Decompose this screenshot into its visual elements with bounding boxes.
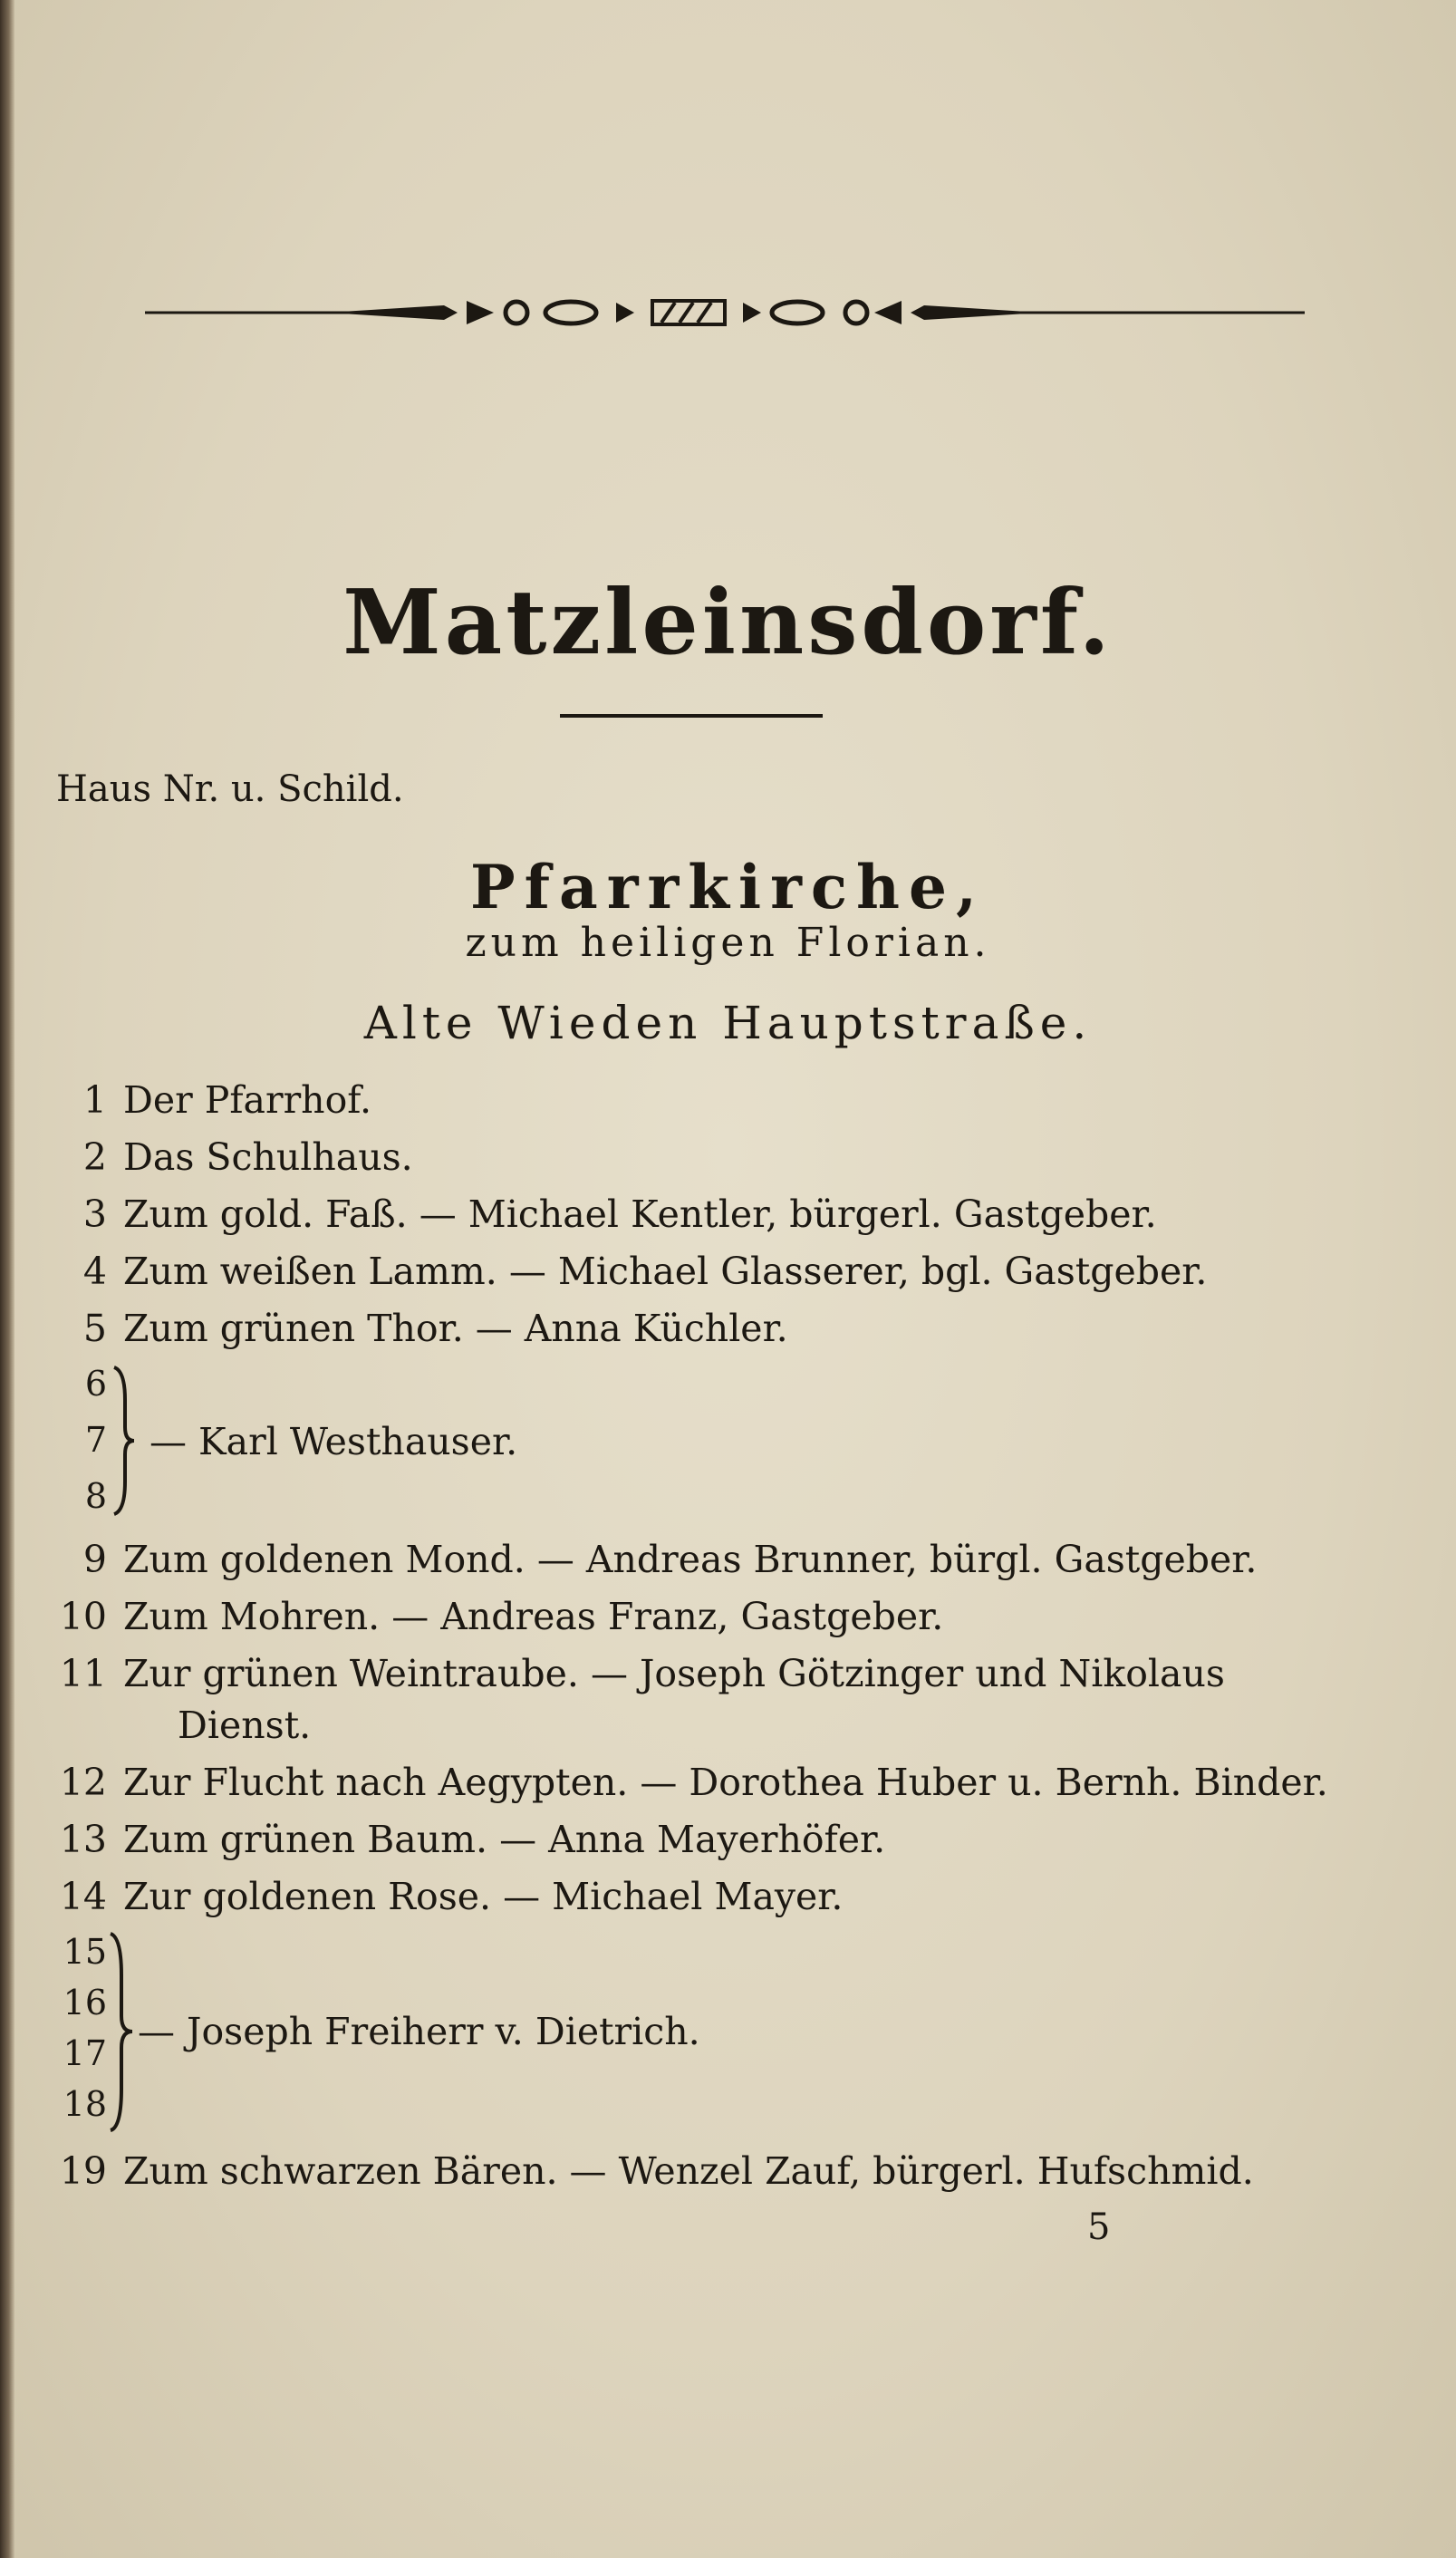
house-number: 14 [59,1875,107,1918]
decorative-ornament [145,281,1305,344]
house-text: Zum goldenen Mond. — Andreas Brunner, bürgl. Gastgeber. [123,1538,1258,1581]
house-number: 6 [84,1364,107,1404]
group-text: — Karl Westhauser. [149,1420,518,1463]
house-text: Zum schwarzen Bären. — Wenzel Zauf, bürgerl. Hufschmid. [123,2149,1254,2193]
house-text: Zum grünen Baum. — Anna Mayerhöfer. [123,1818,886,1861]
page-title: Matzleinsdorf. [342,571,1114,675]
house-number: 4 [82,1250,107,1293]
house-number: 2 [82,1135,107,1179]
house-text: Zum grünen Thor. — Anna Küchler. [123,1307,788,1350]
house-number: 8 [84,1476,107,1516]
brace-icon [107,1930,134,2134]
group-text: — Joseph Freiherr v. Dietrich. [138,2010,700,2053]
house-number: 19 [59,2149,107,2193]
street-heading: Alte Wieden Hauptstraße. [363,997,1093,1049]
house-number: 18 [63,2084,107,2124]
house-text: Zur goldenen Rose. — Michael Mayer. [123,1875,844,1918]
house-number: 13 [59,1818,107,1861]
house-number: 3 [82,1192,107,1236]
church-heading: Pfarrkirche, [469,852,987,922]
house-number: 5 [82,1307,107,1350]
house-text: Zum Mohren. — Andreas Franz, Gastgeber. [123,1595,944,1638]
house-number: 17 [63,2033,107,2073]
title-underline [560,714,823,718]
house-number: 10 [59,1595,107,1638]
house-number: 15 [63,1932,107,1972]
house-number: 9 [82,1538,107,1581]
house-number: 1 [82,1078,107,1122]
house-text: Zum gold. Faß. — Michael Kentler, bürgerl. Gastgeber. [123,1192,1157,1236]
page-number: 5 [1087,2206,1111,2248]
brace-icon [109,1364,136,1518]
house-text: Zur grünen Weintraube. — Joseph Götzinger und Nikolaus [123,1652,1225,1695]
house-text: Zum weißen Lamm. — Michael Glasserer, bgl. Gastgeber. [123,1250,1208,1293]
house-number: 7 [84,1420,107,1460]
house-number: 16 [63,1983,107,2022]
house-text: Das Schulhaus. [123,1135,413,1179]
house-text: Zur Flucht nach Aegypten. — Dorothea Huber u. Bernh. Binder. [123,1761,1328,1804]
column-label: Haus Nr. u. Schild. [56,768,404,810]
house-text: Dienst. [178,1704,312,1747]
house-number: 11 [59,1652,107,1695]
house-text: Der Pfarrhof. [123,1078,372,1122]
church-dedication: zum heiligen Florian. [465,920,991,966]
house-number: 12 [59,1761,107,1804]
